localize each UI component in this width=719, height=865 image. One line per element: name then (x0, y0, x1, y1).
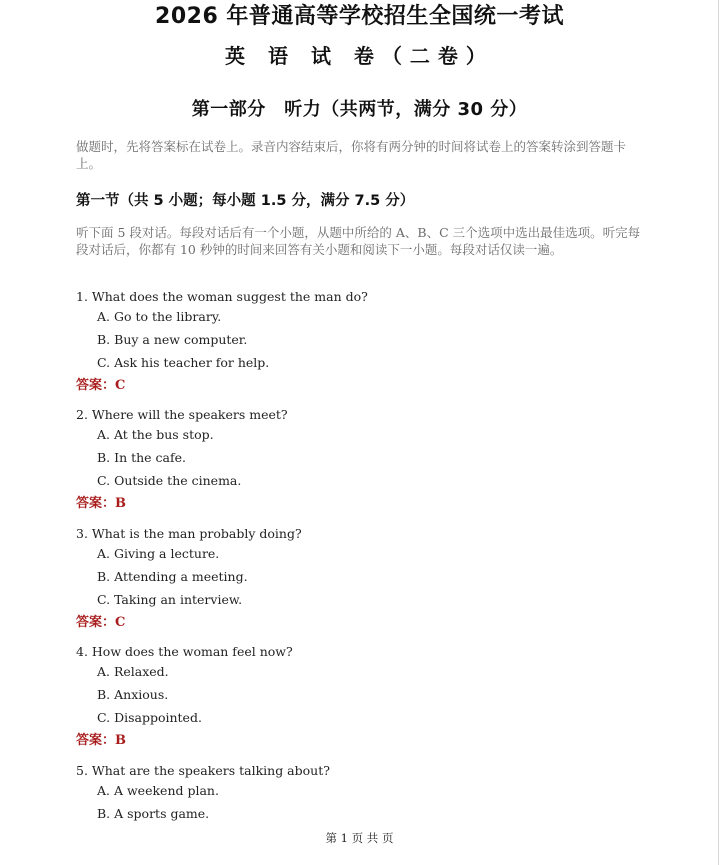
question-stem: 4. How does the woman feel now? (76, 644, 293, 659)
page-number: 第 1 页 共 页 (325, 831, 394, 845)
answer-label: 答案：C (76, 615, 126, 630)
question-stem: 1. What does the woman suggest the man do? (76, 289, 368, 304)
answer-label: 答案：B (76, 733, 126, 748)
exam-title: 2026 年普通高等学校招生全国统一考试 (155, 4, 564, 29)
option-b: B. Attending a meeting. (97, 569, 248, 584)
option-a: A. Go to the library. (97, 309, 222, 324)
option-a: A. Giving a lecture. (97, 546, 220, 561)
option-b: B. Buy a new computer. (97, 332, 248, 347)
question-stem: 5. What are the speakers talking about? (76, 763, 330, 778)
answer-label: 答案：B (76, 496, 126, 511)
section-title: 第一节（共 5 小题；每小题 1.5 分，满分 7.5 分） (76, 193, 415, 209)
question-stem: 3. What is the man probably doing? (76, 526, 302, 541)
answer-label: 答案：C (76, 378, 126, 393)
option-a: A. At the bus stop. (97, 427, 214, 442)
option-c: C. Taking an interview. (97, 592, 243, 607)
part-directions: 做题时，先将答案标在试卷上。录音内容结束后，你将有两分钟的时间将试卷上的答案转涂到答题卡上。 (76, 139, 627, 171)
part-title: 第一部分 听力（共两节，满分 30 分） (191, 99, 528, 120)
option-b: B. In the cafe. (97, 450, 186, 465)
option-c: C. Ask his teacher for help. (97, 355, 270, 370)
option-c: C. Disappointed. (97, 710, 202, 725)
option-b: B. A sports game. (97, 806, 210, 821)
option-a: A. Relaxed. (97, 664, 169, 679)
exam-subtitle: 英 语 试 卷（二卷） (225, 44, 494, 68)
question-stem: 2. Where will the speakers meet? (76, 407, 288, 422)
option-c: C. Outside the cinema. (97, 473, 242, 488)
option-b: B. Anxious. (97, 687, 169, 702)
section-directions: 听下面 5 段对话。每段对话后有一个小题，从题中所给的 A、B、C 三个选项中选出最佳选项。听完每段对话后，你都有 10 秒钟的时间来回答有关小题和阅读下一小题。每段对话仅读一遍。 (76, 225, 641, 257)
option-a: A. A weekend plan. (97, 783, 219, 798)
